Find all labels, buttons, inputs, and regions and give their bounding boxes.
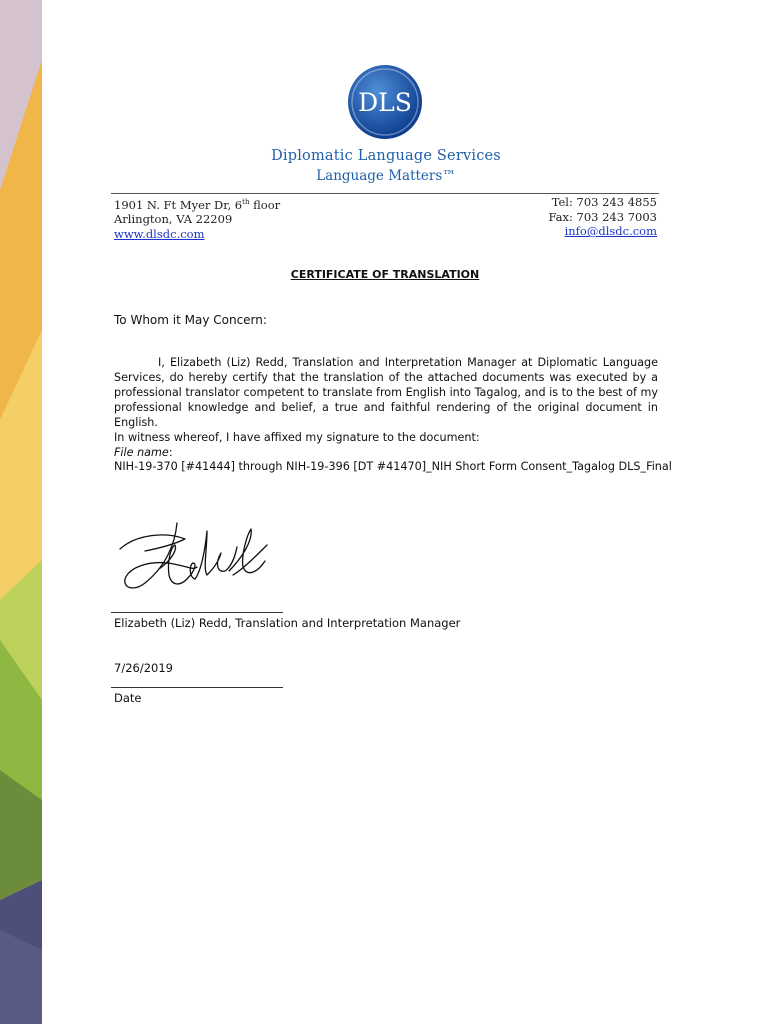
file-name-value: NIH-19-370 [#41444] through NIH-19-396 [DT #41470]_NIH Short Form Consent_Tagalog DLS_Final [114,460,672,473]
company-tagline: Language Matters™ [316,168,456,184]
logo-circle [347,64,423,140]
company-name: Diplomatic Language Services [271,148,501,164]
date-line [111,687,283,688]
email-link[interactable]: info@dlsdc.com [564,224,657,238]
decorative-sidebar [0,0,42,1024]
signature-line [111,612,283,613]
website-link[interactable]: www.dlsdc.com [114,226,205,241]
company-logo [270,64,502,189]
file-name-label: File name: [114,445,173,459]
signer-name: Elizabeth (Liz) Redd, Translation and Interpretation Manager [114,616,461,630]
contact-block [548,195,657,239]
phone-number: Tel: 703 243 4855 [551,195,657,209]
date-label: Date [114,691,142,705]
header-divider [111,193,659,194]
certification-paragraph: I, Elizabeth (Liz) Redd, Translation and Interpretation Manager at Diplomatic Language Services, do hereby certify that the translation of the attached documents was executed by a professional translator competent to translate from English into Tagalog, and is to the best of my professional knowledge and belief, a true and faithful rendering of the original document in English. [114,356,658,429]
witness-block [114,431,672,475]
address-line-1: 1901 N. Ft Myer Dr, 6th floor [114,197,281,212]
address-block [114,195,280,241]
document-title: CERTIFICATE OF TRANSLATION [290,268,480,281]
fax-number: Fax: 703 243 7003 [548,209,657,224]
address-line-2: Arlington, VA 22209 [114,212,233,227]
date-value: 7/26/2019 [114,661,173,675]
witness-statement: In witness whereof, I have affixed my signature to the document: [114,431,480,444]
salutation: To Whom it May Concern: [114,313,267,327]
handwritten-signature [115,505,275,600]
logo-initials: DLS [358,88,412,117]
